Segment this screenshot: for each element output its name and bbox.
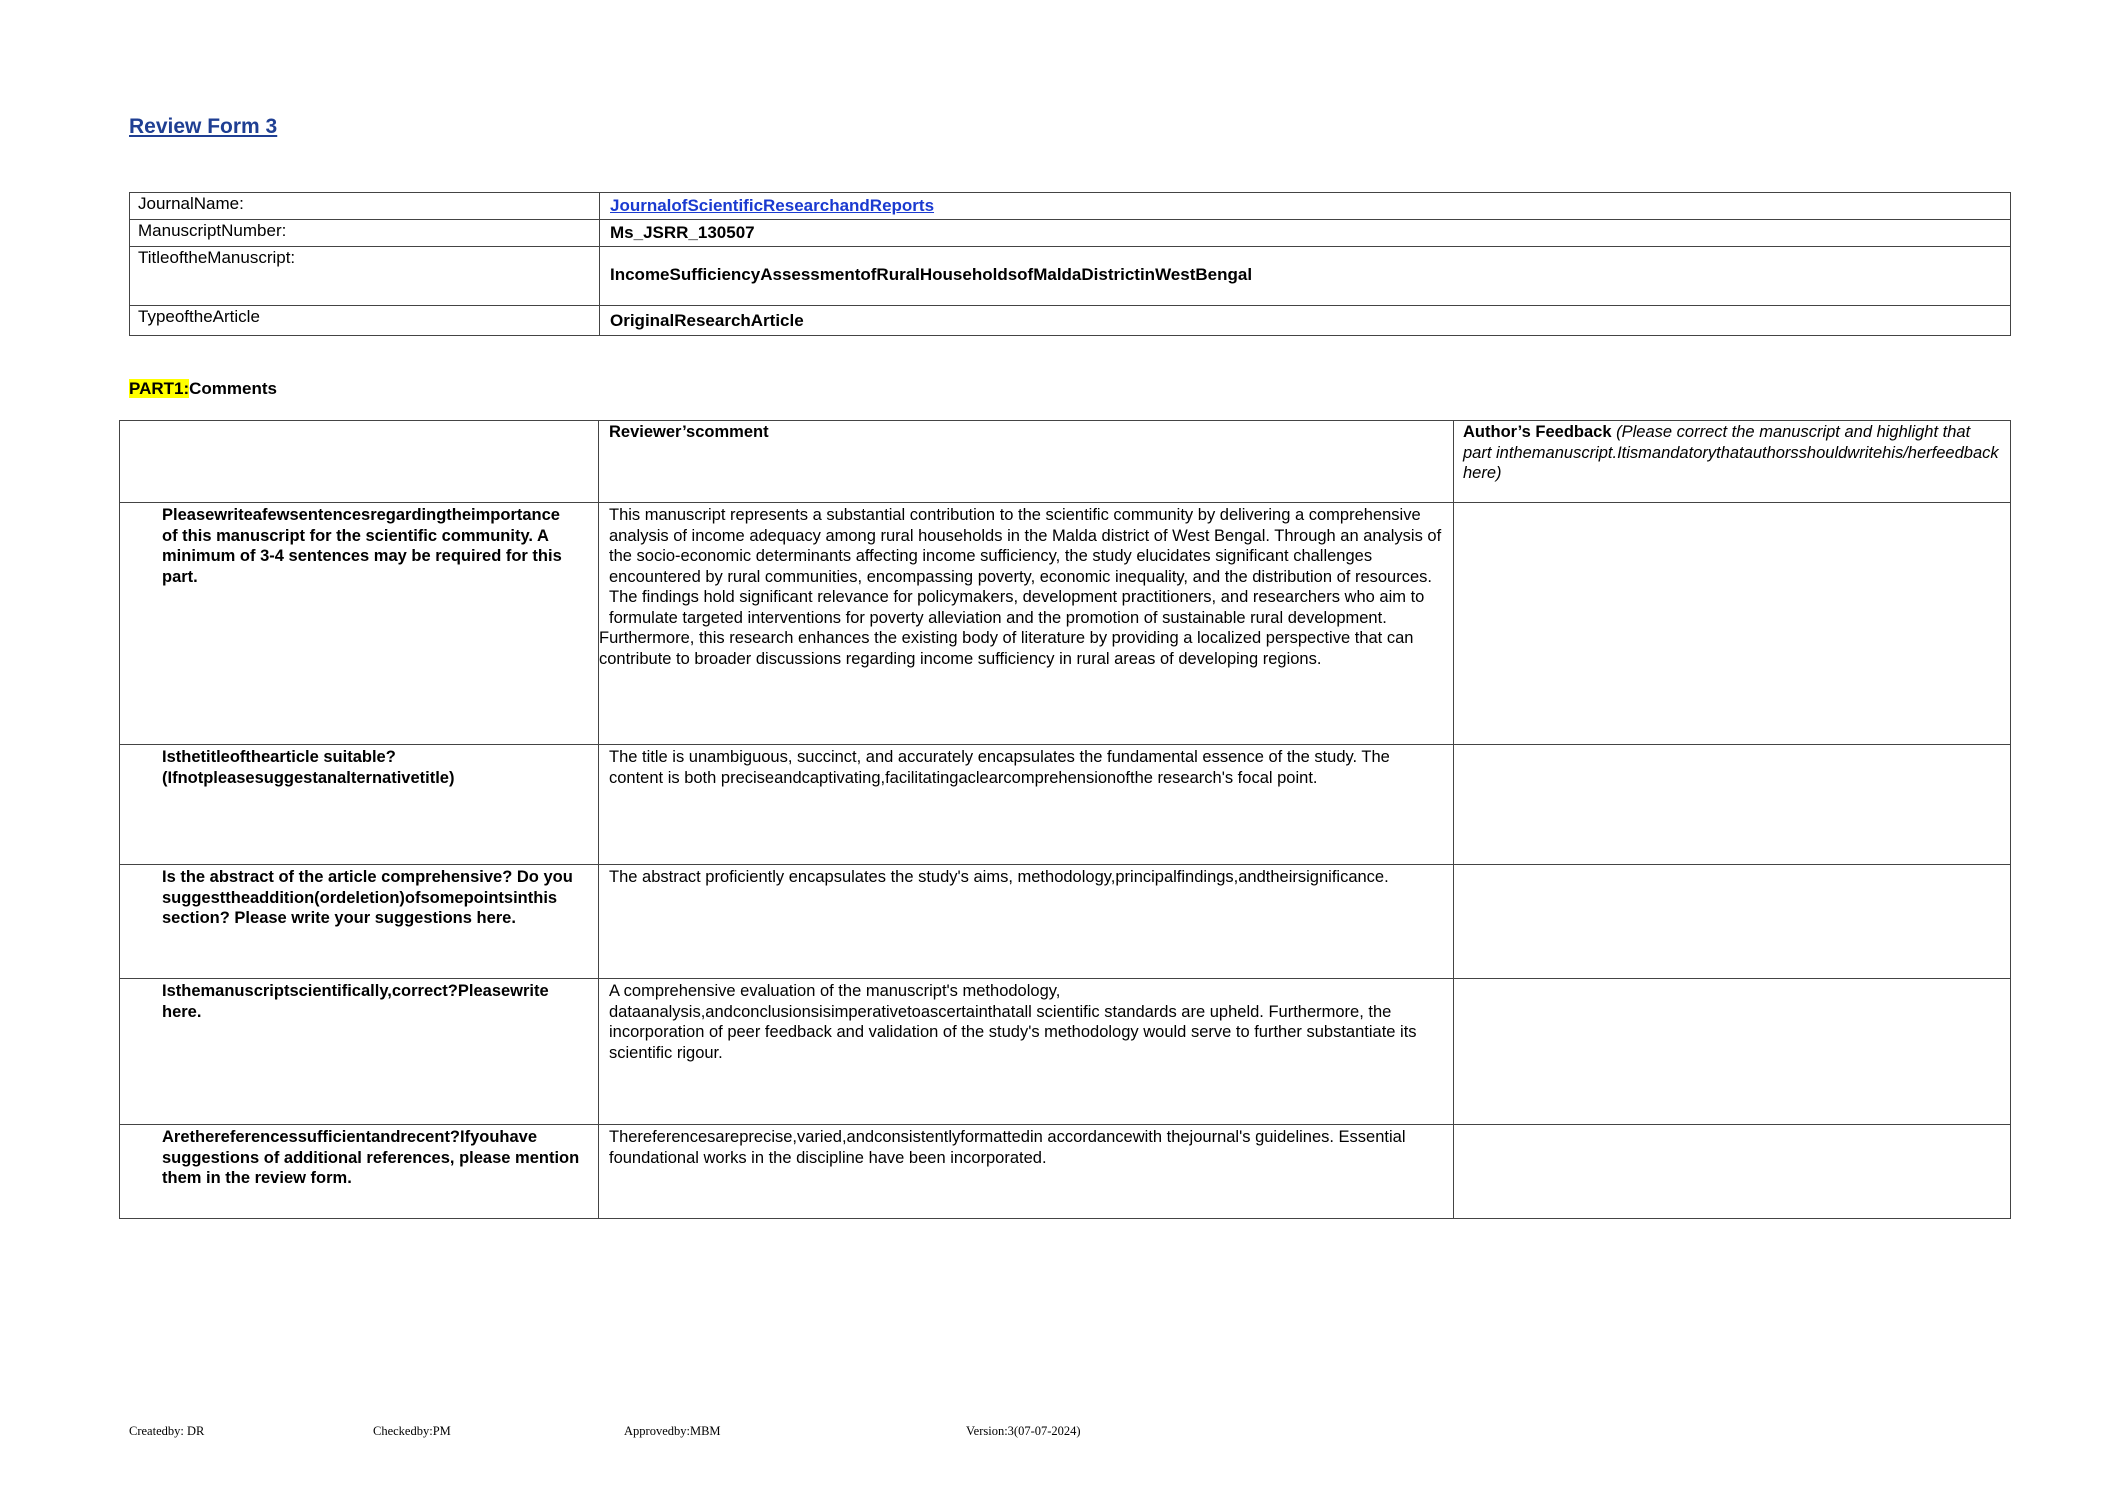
author-feedback-cell[interactable] (1454, 865, 2011, 979)
part1-highlight: PART1: (129, 379, 190, 398)
table-row (120, 865, 2011, 979)
footer-created-by: Createdby: DR (129, 1424, 205, 1438)
question-cell: Is the abstract of the article comprehensive? Do you suggesttheaddition(ordeletion)ofsomepointsinthis section? Please write your suggestions here. (120, 865, 599, 979)
reviewer-comment-continuation: Furthermore, this research enhances the existing body of literature by providing a localized perspective that can contribute to broader discussions regarding income sufficiency in rural areas of developing regions. (599, 629, 1414, 668)
manuscript-number-value: Ms_JSRR_130507 (600, 220, 2011, 247)
part1-heading (129, 379, 277, 399)
manuscript-title-label: TitleoftheManuscript: (130, 247, 600, 306)
table-row (120, 503, 2011, 745)
table-row (120, 745, 2011, 865)
reviewer-comment-text: This manuscript represents a substantial contribution to the scientific community by delivering a comprehensive analysis of income adequacy among rural households in the Malda district of West Bengal. Through an analysis of the socio-economic determinants affecting income sufficiency, the study elucidates significant challenges encountered by rural communities, encompassing poverty, economic inequality, and the distribution of resources. The findings hold significant relevance for policymakers, development practitioners, and researchers who aim to formulate targeted interventions for poverty alleviation and the promotion of sustainable rural development. (609, 506, 1442, 627)
header-question-cell (120, 421, 599, 503)
journal-label: JournalName: (130, 193, 600, 220)
question-cell: Pleasewriteafewsentencesregardingtheimportance of this manuscript for the scientific community. A minimum of 3-4 sentences may be required for this part. (120, 503, 599, 745)
header-author-feedback (1454, 421, 2011, 503)
question-cell: Isthetitleofthearticle suitable? (Ifnotpleasesuggestanalternativetitle) (120, 745, 599, 865)
author-feedback-title: Author’s Feedback (1463, 423, 1612, 441)
journal-row (130, 193, 2011, 220)
footer-version: Version:3(07-07-2024) (966, 1424, 1081, 1438)
manuscript-title-value: IncomeSufficiencyAssessmentofRuralHouseholdsofMaldaDistrictinWestBengal (600, 247, 2011, 306)
article-type-value: OriginalResearchArticle (600, 306, 2011, 336)
part1-title: Comments (189, 379, 277, 398)
author-feedback-instructions: (Please correct the manuscript and highlight that part inthemanuscript.Itismandatorythatauthorsshouldwritehis/herfeedback here) (1463, 423, 1999, 482)
form-title: Review Form 3 (129, 115, 278, 138)
question-cell: Arethereferencessufficientandrecent?Ifyouhave suggestions of additional references, please mention them in the review form. (120, 1125, 599, 1219)
footer-checked-by: Checkedby:PM (373, 1424, 451, 1438)
author-feedback-cell[interactable] (1454, 503, 2011, 745)
header-reviewer-comment: Reviewer’scomment (599, 421, 1454, 503)
manuscript-number-label: ManuscriptNumber: (130, 220, 600, 247)
article-type-row (130, 306, 2011, 336)
comments-table (119, 420, 2011, 1219)
manuscript-info-table (129, 192, 2011, 336)
manuscript-number-row (130, 220, 2011, 247)
journal-link[interactable]: JournalofScientificResearchandReports (610, 196, 935, 215)
reviewer-comment-cell: The title is unambiguous, succinct, and accurately encapsulates the fundamental essence of the study. The content is both preciseandcaptivating,facilitatingaclearcomprehensionofthe research's focal point. (599, 745, 1454, 865)
footer-approved-by: Approvedby:MBM (624, 1424, 721, 1438)
article-type-label: TypeoftheArticle (130, 306, 600, 336)
reviewer-comment-cell: Thereferencesareprecise,varied,andconsistentlyformattedin accordancewith thejournal's guidelines. Essential foundational works in the discipline have been incorporated. (599, 1125, 1454, 1219)
journal-value (600, 193, 2011, 220)
reviewer-comment-cell (599, 503, 1454, 745)
reviewer-comment-cell: The abstract proficiently encapsulates the study's aims, methodology,principalfindings,andtheirsignificance. (599, 865, 1454, 979)
table-row (120, 979, 2011, 1125)
manuscript-title-row (130, 247, 2011, 306)
author-feedback-cell[interactable] (1454, 745, 2011, 865)
question-cell: Isthemanuscriptscientifically,correct?Pleasewrite here. (120, 979, 599, 1125)
reviewer-comment-cell: A comprehensive evaluation of the manuscript's methodology, dataanalysis,andconclusionsisimperativetoascertainthatall scientific standards are upheld. Furthermore, the incorporation of peer feedback and validation of the study's methodology would serve to further substantiate its scientific rigour. (599, 979, 1454, 1125)
table-header-row (120, 421, 2011, 503)
author-feedback-cell[interactable] (1454, 979, 2011, 1125)
table-row (120, 1125, 2011, 1219)
author-feedback-cell[interactable] (1454, 1125, 2011, 1219)
